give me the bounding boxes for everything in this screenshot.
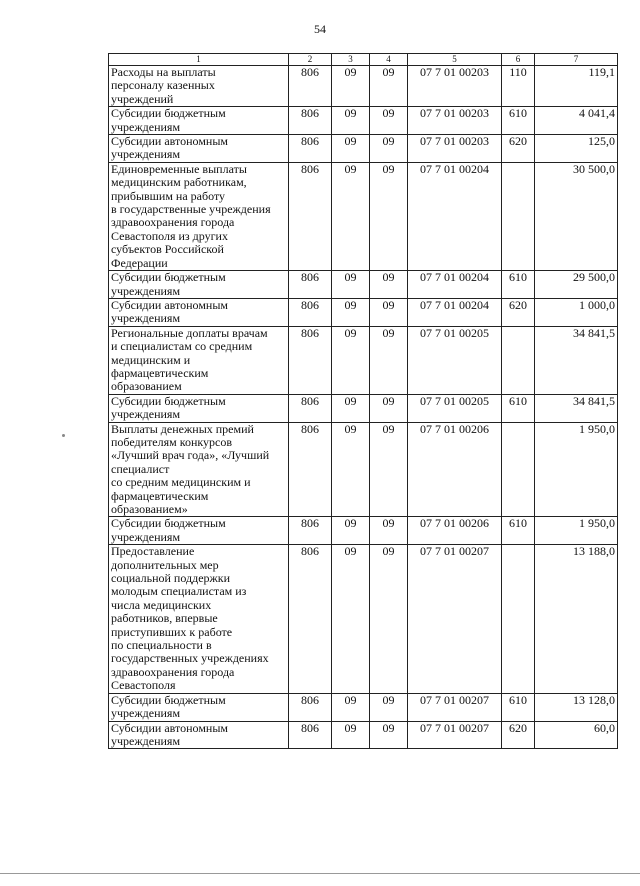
cell-name: Выплаты денежных премий победителям конкурсов «Лучший врач года», «Лучший специалист со средним медицинским и фармацевтическим образованием» xyxy=(109,422,289,517)
cell-section: 09 xyxy=(332,107,370,135)
table-row xyxy=(109,107,618,135)
cell-amount: 1 950,0 xyxy=(535,422,618,517)
cell-type xyxy=(502,326,535,394)
cell-name: Субсидии бюджетным учреждениям xyxy=(109,517,289,545)
cell-target: 07 7 01 00203 xyxy=(408,107,502,135)
cell-type: 610 xyxy=(502,394,535,422)
cell-section: 09 xyxy=(332,66,370,107)
cell-type xyxy=(502,422,535,517)
cell-subsection: 09 xyxy=(370,721,408,749)
cell-target: 07 7 01 00207 xyxy=(408,721,502,749)
cell-name: Расходы на выплаты персоналу казенных учреждений xyxy=(109,66,289,107)
table-row xyxy=(109,162,618,270)
table-row xyxy=(109,298,618,326)
cell-subsection: 09 xyxy=(370,326,408,394)
cell-section: 09 xyxy=(332,162,370,270)
cell-section: 09 xyxy=(332,545,370,693)
cell-section: 09 xyxy=(332,298,370,326)
budget-table xyxy=(108,53,618,749)
cell-amount: 13 188,0 xyxy=(535,545,618,693)
cell-subsection: 09 xyxy=(370,545,408,693)
cell-amount: 60,0 xyxy=(535,721,618,749)
cell-section: 09 xyxy=(332,517,370,545)
cell-target: 07 7 01 00203 xyxy=(408,66,502,107)
page-number: 54 xyxy=(314,22,326,36)
cell-type: 110 xyxy=(502,66,535,107)
cell-subsection: 09 xyxy=(370,162,408,270)
table-row xyxy=(109,545,618,693)
table-row xyxy=(109,135,618,163)
table-row xyxy=(109,422,618,517)
header-row xyxy=(109,54,618,66)
column-header: 6 xyxy=(502,54,535,66)
cell-amount: 119,1 xyxy=(535,66,618,107)
cell-type: 610 xyxy=(502,693,535,721)
cell-type: 610 xyxy=(502,107,535,135)
cell-subsection: 09 xyxy=(370,422,408,517)
cell-subsection: 09 xyxy=(370,693,408,721)
cell-code: 806 xyxy=(289,422,332,517)
cell-amount: 34 841,5 xyxy=(535,326,618,394)
column-header: 2 xyxy=(289,54,332,66)
cell-target: 07 7 01 00207 xyxy=(408,545,502,693)
cell-name: Предоставление дополнительных мер социальной поддержки молодым специалистам из числа медицинских работников, впервые приступивших к работе по специальности в государственных учреждениях здравоохранения города Севастополя xyxy=(109,545,289,693)
table-row xyxy=(109,517,618,545)
cell-code: 806 xyxy=(289,66,332,107)
column-header: 4 xyxy=(370,54,408,66)
cell-code: 806 xyxy=(289,135,332,163)
cell-type: 620 xyxy=(502,135,535,163)
cell-name: Субсидии бюджетным учреждениям xyxy=(109,107,289,135)
cell-name: Единовременные выплаты медицинским работникам, прибывшим на работу в государственные учреждения здравоохранения города Севастополя из других субъектов Российской Федерации xyxy=(109,162,289,270)
cell-section: 09 xyxy=(332,135,370,163)
cell-code: 806 xyxy=(289,693,332,721)
table-row xyxy=(109,271,618,299)
column-header: 3 xyxy=(332,54,370,66)
cell-section: 09 xyxy=(332,326,370,394)
column-header: 7 xyxy=(535,54,618,66)
cell-amount: 30 500,0 xyxy=(535,162,618,270)
table-row xyxy=(109,66,618,107)
cell-subsection: 09 xyxy=(370,271,408,299)
cell-type: 610 xyxy=(502,271,535,299)
cell-target: 07 7 01 00204 xyxy=(408,162,502,270)
cell-name: Субсидии автономным учреждениям xyxy=(109,298,289,326)
cell-section: 09 xyxy=(332,394,370,422)
table-row xyxy=(109,326,618,394)
cell-section: 09 xyxy=(332,422,370,517)
cell-subsection: 09 xyxy=(370,517,408,545)
cell-section: 09 xyxy=(332,721,370,749)
cell-target: 07 7 01 00207 xyxy=(408,693,502,721)
cell-amount: 125,0 xyxy=(535,135,618,163)
cell-type xyxy=(502,545,535,693)
scan-speck xyxy=(62,434,65,437)
table-row xyxy=(109,721,618,749)
cell-code: 806 xyxy=(289,107,332,135)
cell-target: 07 7 01 00206 xyxy=(408,517,502,545)
cell-name: Субсидии бюджетным учреждениям xyxy=(109,271,289,299)
cell-name: Субсидии бюджетным учреждениям xyxy=(109,693,289,721)
cell-section: 09 xyxy=(332,693,370,721)
scan-edge-line xyxy=(0,873,640,874)
cell-target: 07 7 01 00203 xyxy=(408,135,502,163)
cell-code: 806 xyxy=(289,517,332,545)
cell-subsection: 09 xyxy=(370,135,408,163)
cell-amount: 34 841,5 xyxy=(535,394,618,422)
cell-target: 07 7 01 00204 xyxy=(408,271,502,299)
column-header: 1 xyxy=(109,54,289,66)
cell-amount: 1 000,0 xyxy=(535,298,618,326)
table-row xyxy=(109,693,618,721)
cell-type: 620 xyxy=(502,721,535,749)
cell-type xyxy=(502,162,535,270)
cell-amount: 29 500,0 xyxy=(535,271,618,299)
cell-name: Региональные доплаты врачам и специалистам со средним медицинским и фармацевтическим образованием xyxy=(109,326,289,394)
column-header: 5 xyxy=(408,54,502,66)
cell-subsection: 09 xyxy=(370,394,408,422)
table-body xyxy=(109,66,618,749)
cell-subsection: 09 xyxy=(370,107,408,135)
cell-type: 620 xyxy=(502,298,535,326)
cell-name: Субсидии автономным учреждениям xyxy=(109,721,289,749)
cell-target: 07 7 01 00205 xyxy=(408,326,502,394)
cell-code: 806 xyxy=(289,298,332,326)
cell-code: 806 xyxy=(289,271,332,299)
cell-amount: 1 950,0 xyxy=(535,517,618,545)
cell-amount: 13 128,0 xyxy=(535,693,618,721)
cell-code: 806 xyxy=(289,326,332,394)
cell-name: Субсидии бюджетным учреждениям xyxy=(109,394,289,422)
cell-code: 806 xyxy=(289,162,332,270)
cell-code: 806 xyxy=(289,545,332,693)
cell-subsection: 09 xyxy=(370,298,408,326)
cell-code: 806 xyxy=(289,721,332,749)
cell-subsection: 09 xyxy=(370,66,408,107)
cell-section: 09 xyxy=(332,271,370,299)
table-row xyxy=(109,394,618,422)
cell-name: Субсидии автономным учреждениям xyxy=(109,135,289,163)
cell-target: 07 7 01 00206 xyxy=(408,422,502,517)
cell-amount: 4 041,4 xyxy=(535,107,618,135)
cell-target: 07 7 01 00204 xyxy=(408,298,502,326)
cell-type: 610 xyxy=(502,517,535,545)
cell-code: 806 xyxy=(289,394,332,422)
cell-target: 07 7 01 00205 xyxy=(408,394,502,422)
